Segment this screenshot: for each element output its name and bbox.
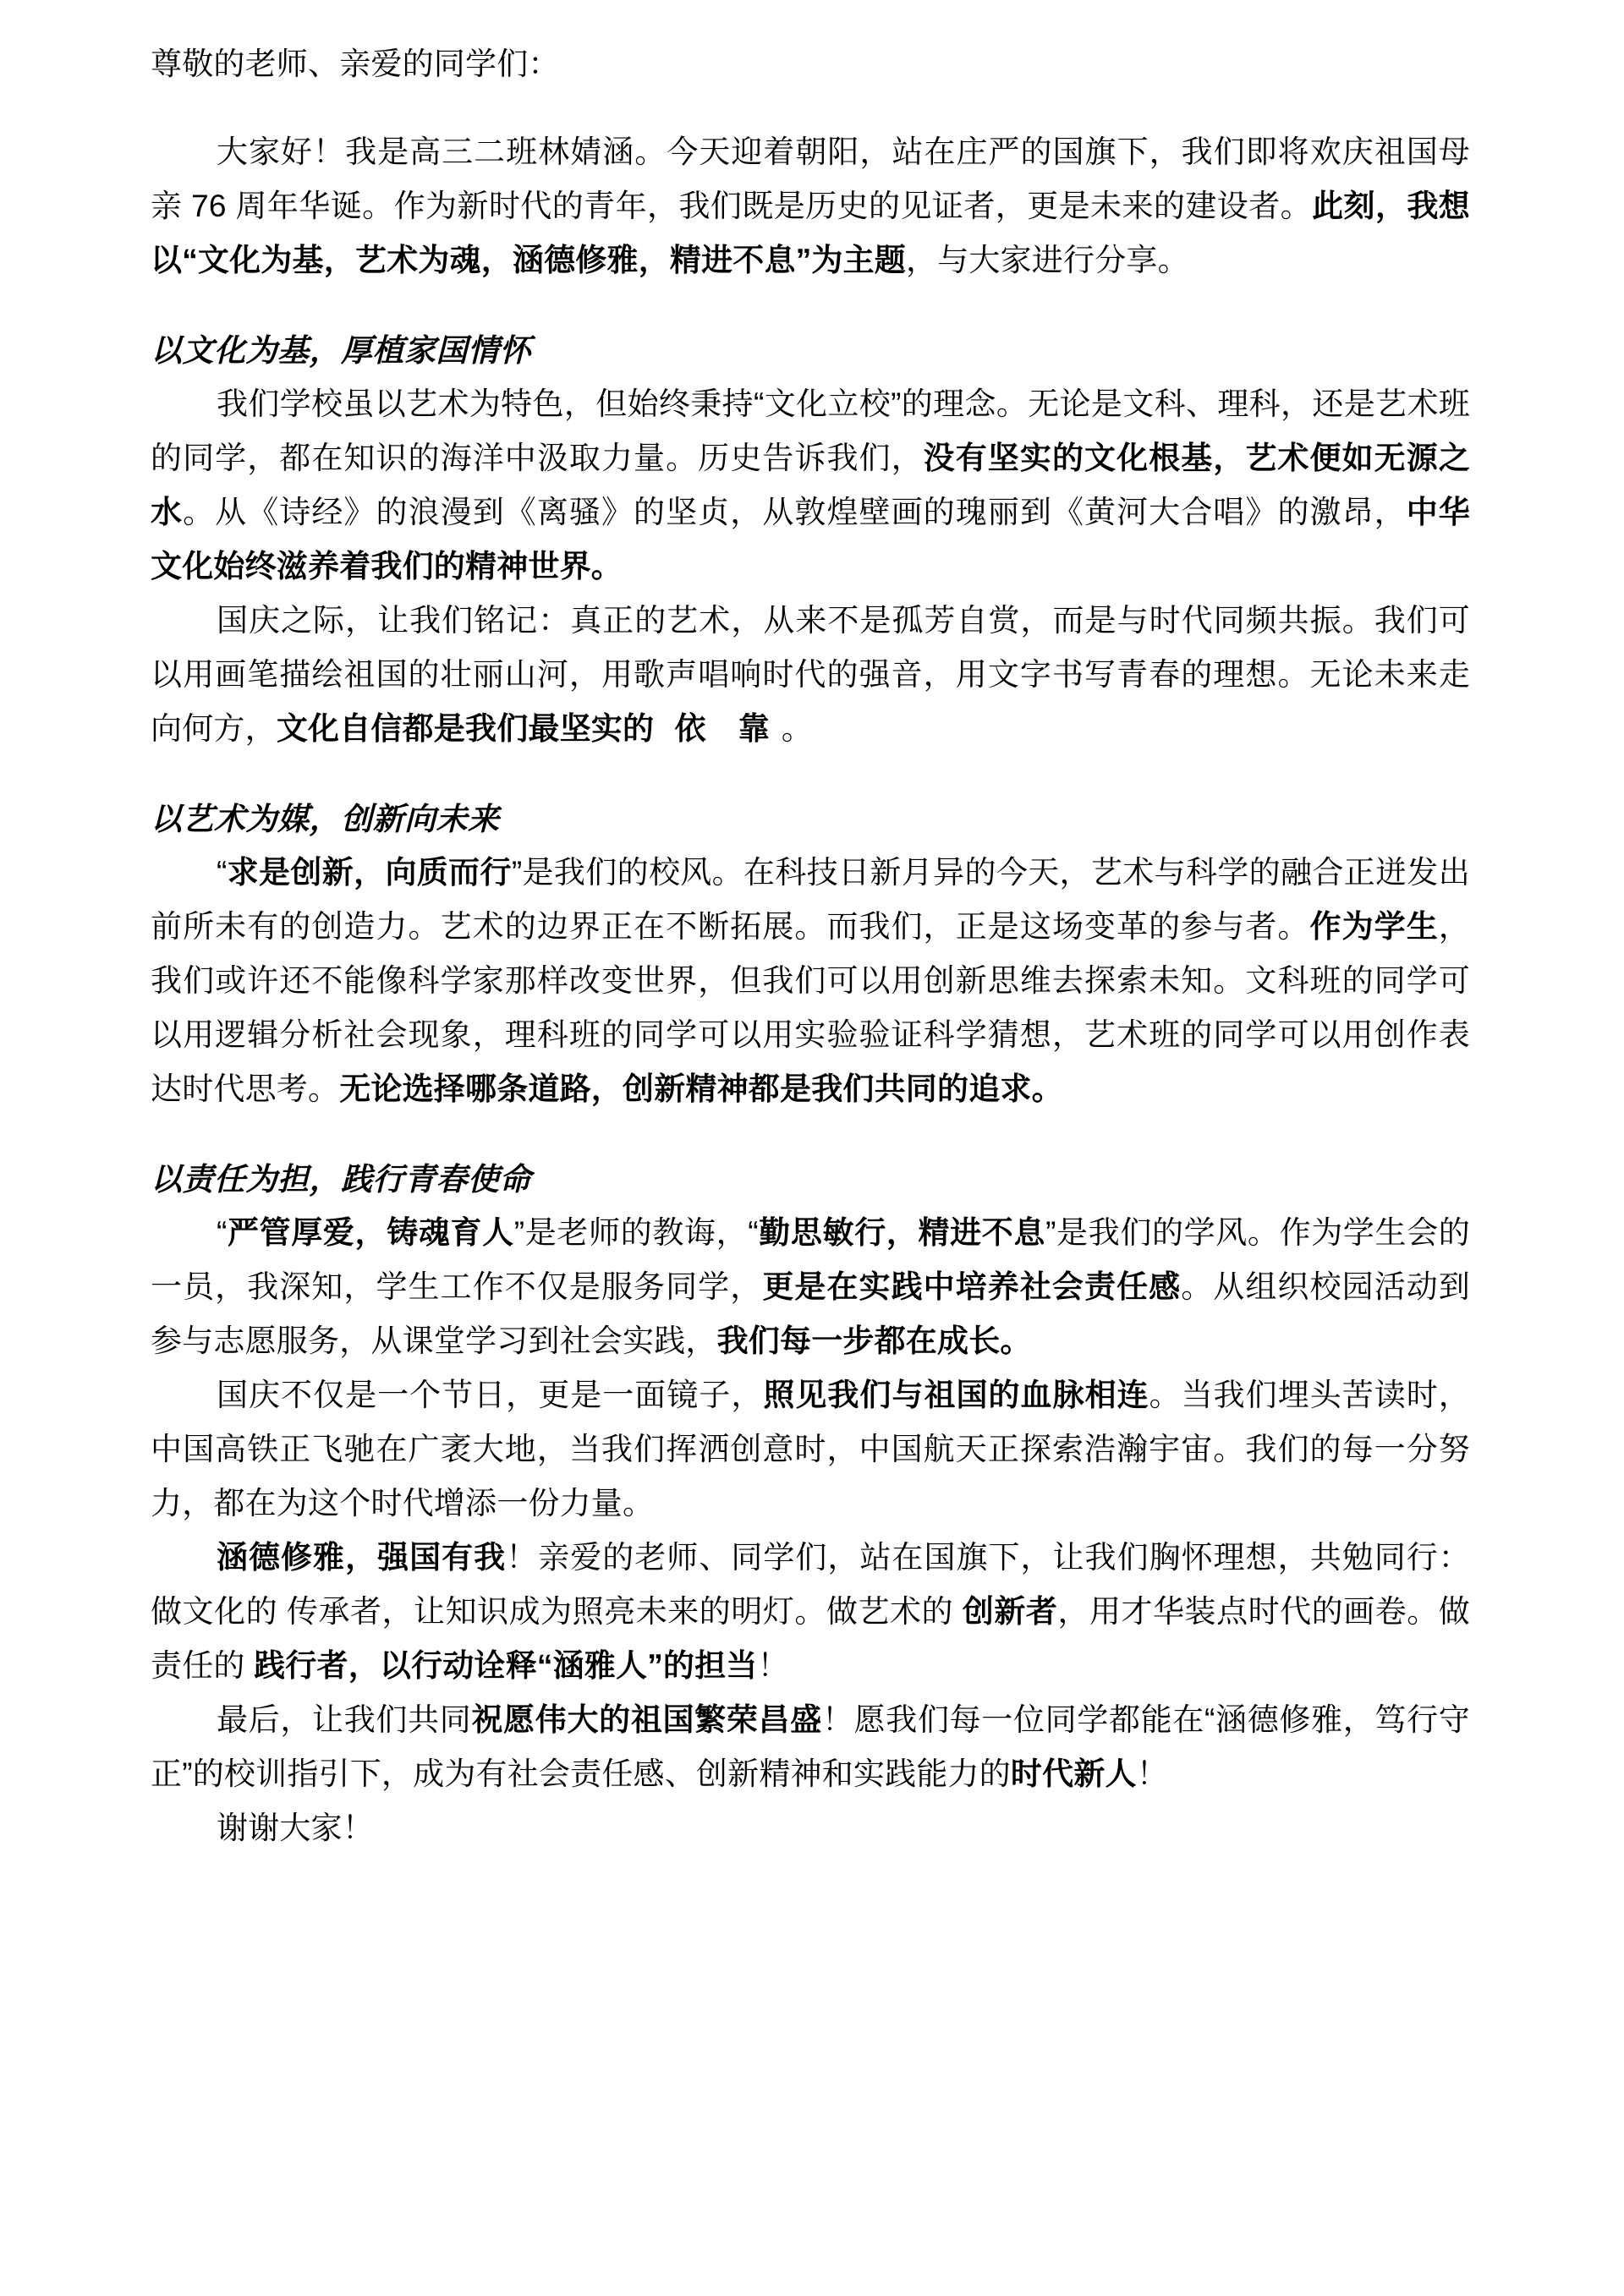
emphasis-run: 我们每一步都在成长。 — [716, 1323, 1032, 1358]
emphasis-run: 勤思敏行，精进不息 — [758, 1215, 1046, 1250]
text-run: 最后，让我们共同 — [217, 1702, 472, 1737]
body-paragraph — [151, 1206, 1470, 1368]
emphasis-run: 中华文化始终滋养着我们的精神世界。 — [151, 495, 1470, 584]
body-paragraph — [151, 1693, 1470, 1801]
section-heading: 以责任为担，践行青春使命 — [151, 1162, 531, 1197]
emphasis-run: 照见我们与祖国的血脉相连 — [763, 1378, 1149, 1412]
text-run: “ — [217, 1215, 228, 1250]
text-run: “ — [217, 855, 228, 890]
text-run: 国庆不仅是一个节日，更是一面镜子， — [217, 1378, 764, 1412]
section-heading: 以文化为基，厚植家国情怀 — [151, 333, 531, 368]
text-run: 。从《诗经》的浪漫到《离骚》的坚贞，从敦煌壁画的瑰丽到《黄河大合唱》的激昂， — [183, 495, 1407, 529]
salutation-line: 尊敬的老师、亲爱的同学们： — [151, 47, 560, 81]
section-heading: 以艺术为媒，创新向未来 — [151, 802, 500, 836]
body-paragraph — [151, 1801, 1470, 1855]
text-run: 。从组织校园活动到参与志愿服务，从课堂学习到社会实践， — [151, 1269, 1470, 1358]
text-run: ！愿我们每一位同学都能在“涵德修雅，笃行守正”的校训指引下，成为有社会责任感、创新精神和实践能力的 — [151, 1702, 1470, 1791]
text-run: 国庆之际，让我们铭记：真正的艺术，从来不是孤芳自赏，而是与时代同频共振。我们可以用画笔描绘祖国的壮丽山河，用歌声唱响时代的强音，用文字书写青春的理想。无论未来走向何方， — [151, 603, 1470, 746]
emphasis-run: 时代新人 — [1010, 1756, 1137, 1791]
emphasis-run: 求是创新，向质而行 — [227, 855, 512, 890]
opening-run-2-bold: 此刻，我想以“文化为基，艺术为魂，涵德修雅，精进不息”为主题 — [151, 189, 1471, 277]
emphasis-run: 涵德修雅，强国有我 — [217, 1540, 507, 1575]
body-paragraph — [151, 1531, 1470, 1693]
emphasis-run: 文化自信都是我们最坚实的 — [276, 711, 655, 746]
text-run: 。 — [781, 711, 813, 746]
emphasis-run: 更是在实践中培养社会责任感 — [762, 1269, 1182, 1304]
body-paragraph — [151, 594, 1470, 756]
text-run: ”是我们的学风。作为学生会的一员，我深知，学生工作不仅是服务同学， — [151, 1215, 1470, 1304]
body-paragraph — [151, 377, 1470, 594]
text-run: 。当我们埋头苦读时，中国高铁正飞驰在广袤大地，当我们挥洒创意时，中国航天正探索浩瀚宇宙。我们的每一分努力，都在为这个时代增添一份力量。 — [151, 1378, 1470, 1521]
text-run: ”是老师的教诲，“ — [513, 1215, 759, 1250]
emphasis-run: 作为学生 — [1309, 909, 1439, 944]
emphasis-run: 没有坚实的文化根基，艺术便如无源之水 — [151, 441, 1470, 529]
body-paragraph — [151, 846, 1470, 1116]
spacer — [151, 756, 1470, 793]
text-run: 我们学校虽以艺术为特色，但始终秉持“文化立校”的理念。无论是文科、理科，还是艺术班的同学，都在知识的海洋中汲取力量。历史告诉我们， — [151, 386, 1470, 475]
document-body — [151, 37, 1470, 1855]
text-run: ，我们或许还不能像科学家那样改变世界，但我们可以用创新思维去探索未知。文科班的同学可以用逻辑分析社会现象，理科班的同学可以用实验验证科学猜想，艺术班的同学可以用创作表达时代思考。 — [151, 909, 1470, 1106]
sections-container — [151, 325, 1470, 1855]
emphasis-run: 严管厚爱，铸魂育人 — [227, 1215, 514, 1250]
text-run: ！ — [1136, 1756, 1168, 1791]
spacer — [151, 288, 1470, 325]
emphasis-run: 无论选择哪条道路，创新精神都是我们共同的追求。 — [339, 1071, 1063, 1106]
body-paragraph — [151, 1368, 1470, 1531]
text-run: ，用才华装点时代的画卷。做责任的 — [151, 1594, 1470, 1683]
opening-paragraph — [151, 125, 1470, 288]
opening-run-1: 大家好！我是高三二班林婧涵。今天迎着朝阳，站在庄严的国旗下，我们即将欢庆祖国母亲 76 周年华诞。作为新时代的青年，我们既是历史的见证者，更是未来的建设者。 — [151, 134, 1470, 223]
emphasis-run: 践行者，以行动诠释“涵雅人”的担当 — [254, 1648, 758, 1683]
spacer — [151, 91, 1470, 125]
emphasis-run: 祝愿伟大的祖国繁荣昌盛 — [471, 1702, 822, 1737]
emphasis-run: 创新者 — [962, 1594, 1058, 1629]
text-run: ！亲爱的老师、同学们，站在国旗下，让我们胸怀理想，共勉同行：做文化的 传承者，让知识成为照亮未来的明灯。做艺术的 — [151, 1540, 1470, 1629]
text-run: ！ — [757, 1648, 789, 1683]
spacer — [151, 1116, 1470, 1153]
text-run: 谢谢大家！ — [217, 1811, 374, 1845]
opening-run-3: ，与大家进行分享。 — [906, 243, 1189, 277]
emphasis-run: 依 靠 — [654, 711, 782, 746]
text-run: ”是我们的校风 — [511, 855, 712, 890]
text-run: 。在科技日新月异的今天，艺术与科学的融合正迸发出前所未有的创造力。艺术的边界正在不断拓展。而我们，正是这场变革的参与者。 — [151, 855, 1470, 944]
